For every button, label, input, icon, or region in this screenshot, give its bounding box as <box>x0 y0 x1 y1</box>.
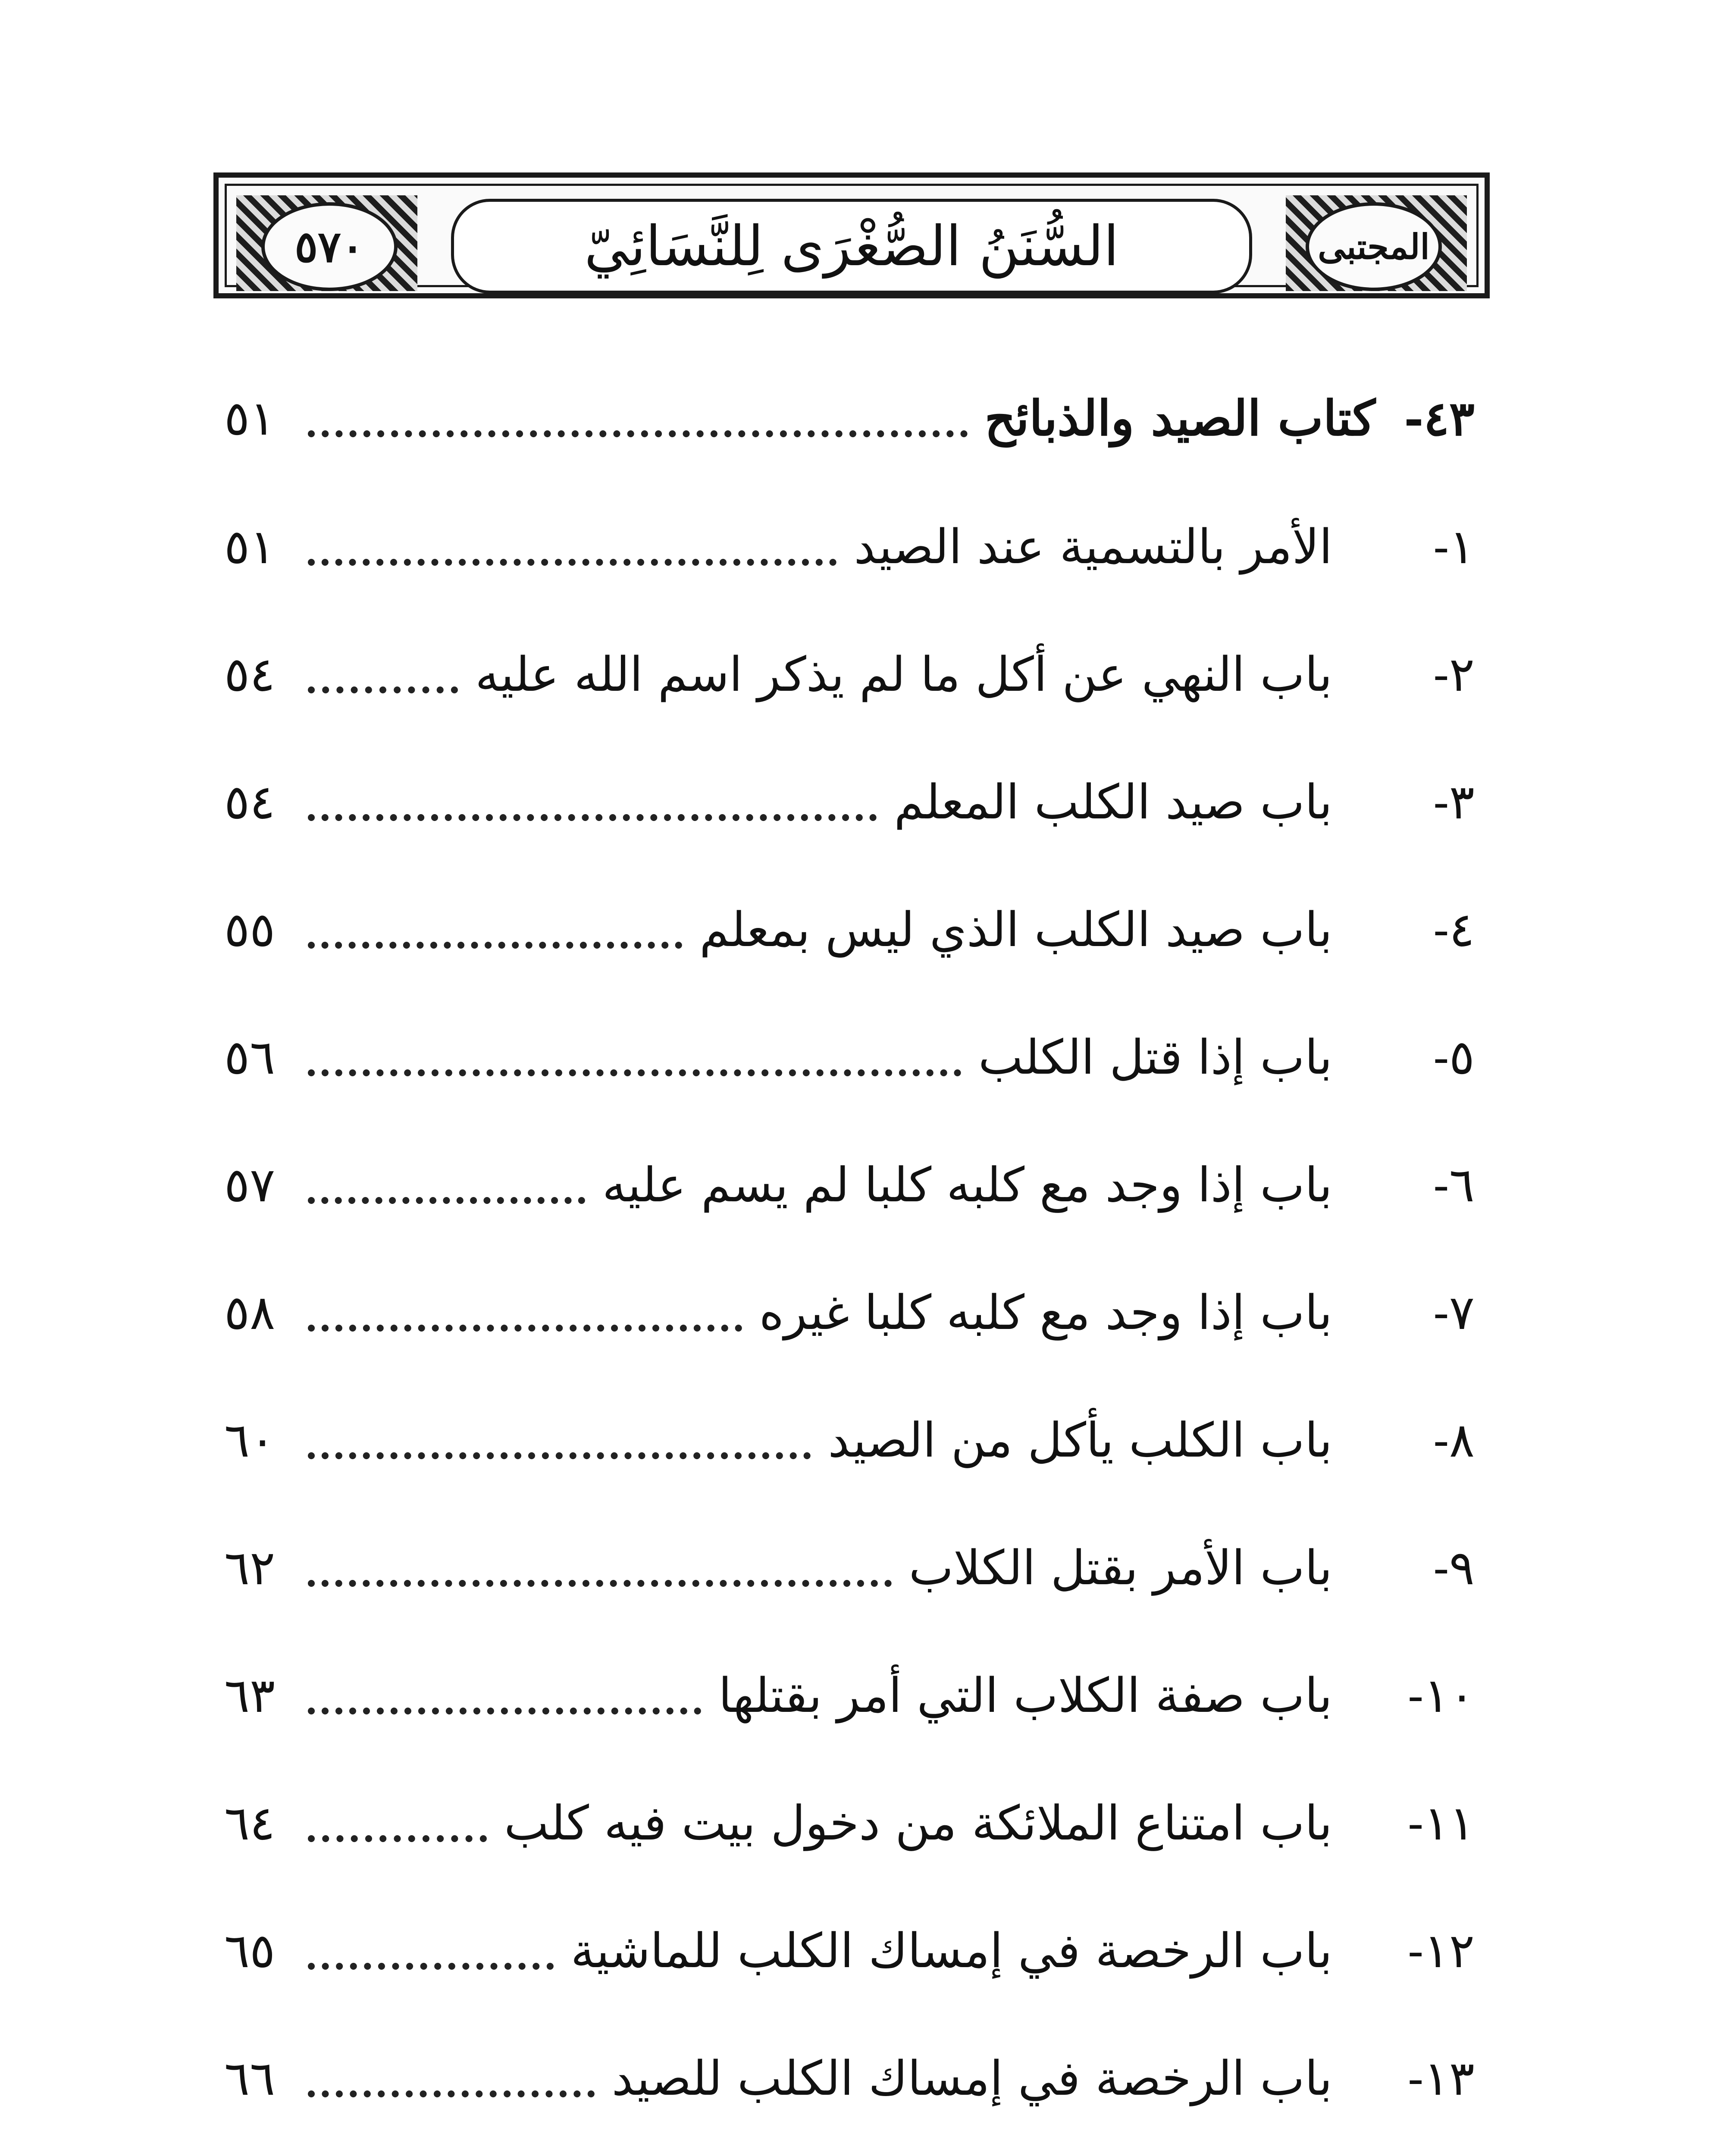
entry-page: ٥٤ <box>224 774 276 830</box>
dot-leader <box>308 1197 585 1204</box>
header-frame <box>225 184 1479 287</box>
toc-entry[interactable] <box>224 1632 1475 1759</box>
entry-page: ٦٢ <box>224 1540 276 1595</box>
dot-leader <box>308 814 877 821</box>
toc-entry-section[interactable] <box>224 354 1475 483</box>
emblem-text: المجتبى <box>1318 226 1430 267</box>
entry-title: باب الكلب يأكل من الصيد <box>828 1413 1332 1468</box>
emblem-medallion <box>1306 202 1442 291</box>
entry-page: ٦٦ <box>224 2051 276 2106</box>
entry-page: ٦٥ <box>224 1923 276 1978</box>
toc-entry[interactable] <box>224 1504 1475 1632</box>
entry-title: الأمر بالتسمية عند الصيد <box>854 519 1332 574</box>
toc-entry[interactable] <box>224 483 1475 611</box>
entry-page: ٥٧ <box>224 1157 276 1213</box>
entry-page: ٦٣ <box>224 1668 276 1723</box>
dot-leader <box>308 1963 554 1970</box>
toc-entry[interactable] <box>224 1887 1475 2015</box>
toc-entry[interactable] <box>224 1759 1475 1887</box>
page-number: ٥٧٠ <box>294 221 364 272</box>
entry-title: باب صيد الكلب الذي ليس بمعلم <box>699 902 1332 957</box>
entry-number: ٩- <box>1433 1540 1475 1595</box>
entry-number: ١٣- <box>1407 2051 1475 2106</box>
entry-page: ٦٠ <box>224 1413 276 1468</box>
toc-entry[interactable] <box>224 993 1475 1121</box>
table-of-contents <box>224 354 1475 2156</box>
dot-leader <box>308 686 458 693</box>
dot-leader <box>308 942 682 949</box>
entry-page: ٦٤ <box>224 1796 276 1851</box>
entry-number: ٤٣- <box>1404 390 1475 446</box>
entry-title: باب صيد الكلب المعلم <box>894 774 1332 830</box>
entry-number: ٥- <box>1433 1030 1475 1085</box>
toc-entry[interactable] <box>224 2142 1475 2156</box>
book-title: السُّنَنُ الصُّغْرَى لِلنَّسَائِيّ <box>584 214 1119 279</box>
entry-number: ٢- <box>1433 647 1475 702</box>
entry-title: كتاب الصيد والذبائح <box>984 390 1375 447</box>
dot-leader <box>308 1708 701 1714</box>
toc-entry[interactable] <box>224 866 1475 993</box>
entry-number: ١١- <box>1407 1796 1475 1851</box>
entry-title: باب إذا قتل الكلب <box>978 1030 1332 1085</box>
toc-entry[interactable] <box>224 2015 1475 2142</box>
toc-entry[interactable] <box>224 1249 1475 1376</box>
entry-number: ١٠- <box>1407 1668 1475 1723</box>
toc-entry[interactable] <box>224 738 1475 866</box>
entry-number: ٤- <box>1433 902 1475 957</box>
entry-number: ١- <box>1433 519 1475 574</box>
entry-title: باب الرخصة في إمساك الكلب للماشية <box>570 1923 1332 1978</box>
dot-leader <box>308 559 836 566</box>
entry-title: باب الرخصة في إمساك الكلب للصيد <box>611 2051 1332 2106</box>
entry-page: ٥٦ <box>224 1030 276 1085</box>
entry-title: باب الأمر بقتل الكلاب <box>908 1540 1332 1595</box>
dot-leader <box>308 1835 487 1842</box>
dot-leader <box>308 430 968 437</box>
dot-leader <box>308 1452 811 1459</box>
entry-title: باب صفة الكلاب التي أمر بقتلها <box>718 1668 1332 1723</box>
dot-leader <box>308 2090 595 2097</box>
title-cartouche <box>451 199 1252 294</box>
entry-number: ١٢- <box>1407 1923 1475 1978</box>
entry-page: ٥٨ <box>224 1285 276 1340</box>
entry-number: ٨- <box>1433 1413 1475 1468</box>
entry-number: ٣- <box>1433 774 1475 830</box>
entry-title: باب النهي عن أكل ما لم يذكر اسم الله عليه <box>475 647 1332 702</box>
page-header <box>213 172 1490 298</box>
entry-page: ٥٤ <box>224 647 276 702</box>
entry-number: ٦- <box>1433 1157 1475 1213</box>
dot-leader <box>308 1580 892 1587</box>
entry-title: باب امتناع الملائكة من دخول بيت فيه كلب <box>504 1796 1332 1851</box>
entry-number: ٧- <box>1433 1285 1475 1340</box>
toc-entry[interactable] <box>224 611 1475 738</box>
toc-entry[interactable] <box>224 1376 1475 1504</box>
dot-leader <box>308 1325 742 1332</box>
dot-leader <box>308 1069 961 1076</box>
entry-title: باب إذا وجد مع كلبه كلبا لم يسم عليه <box>602 1157 1332 1213</box>
toc-entry[interactable] <box>224 1121 1475 1249</box>
entry-page: ٥١ <box>224 391 276 446</box>
entry-page: ٥٥ <box>224 902 276 957</box>
entry-title: باب إذا وجد مع كلبه كلبا غيره <box>759 1285 1332 1340</box>
entry-page: ٥١ <box>224 519 276 574</box>
page-number-medallion <box>261 202 398 291</box>
